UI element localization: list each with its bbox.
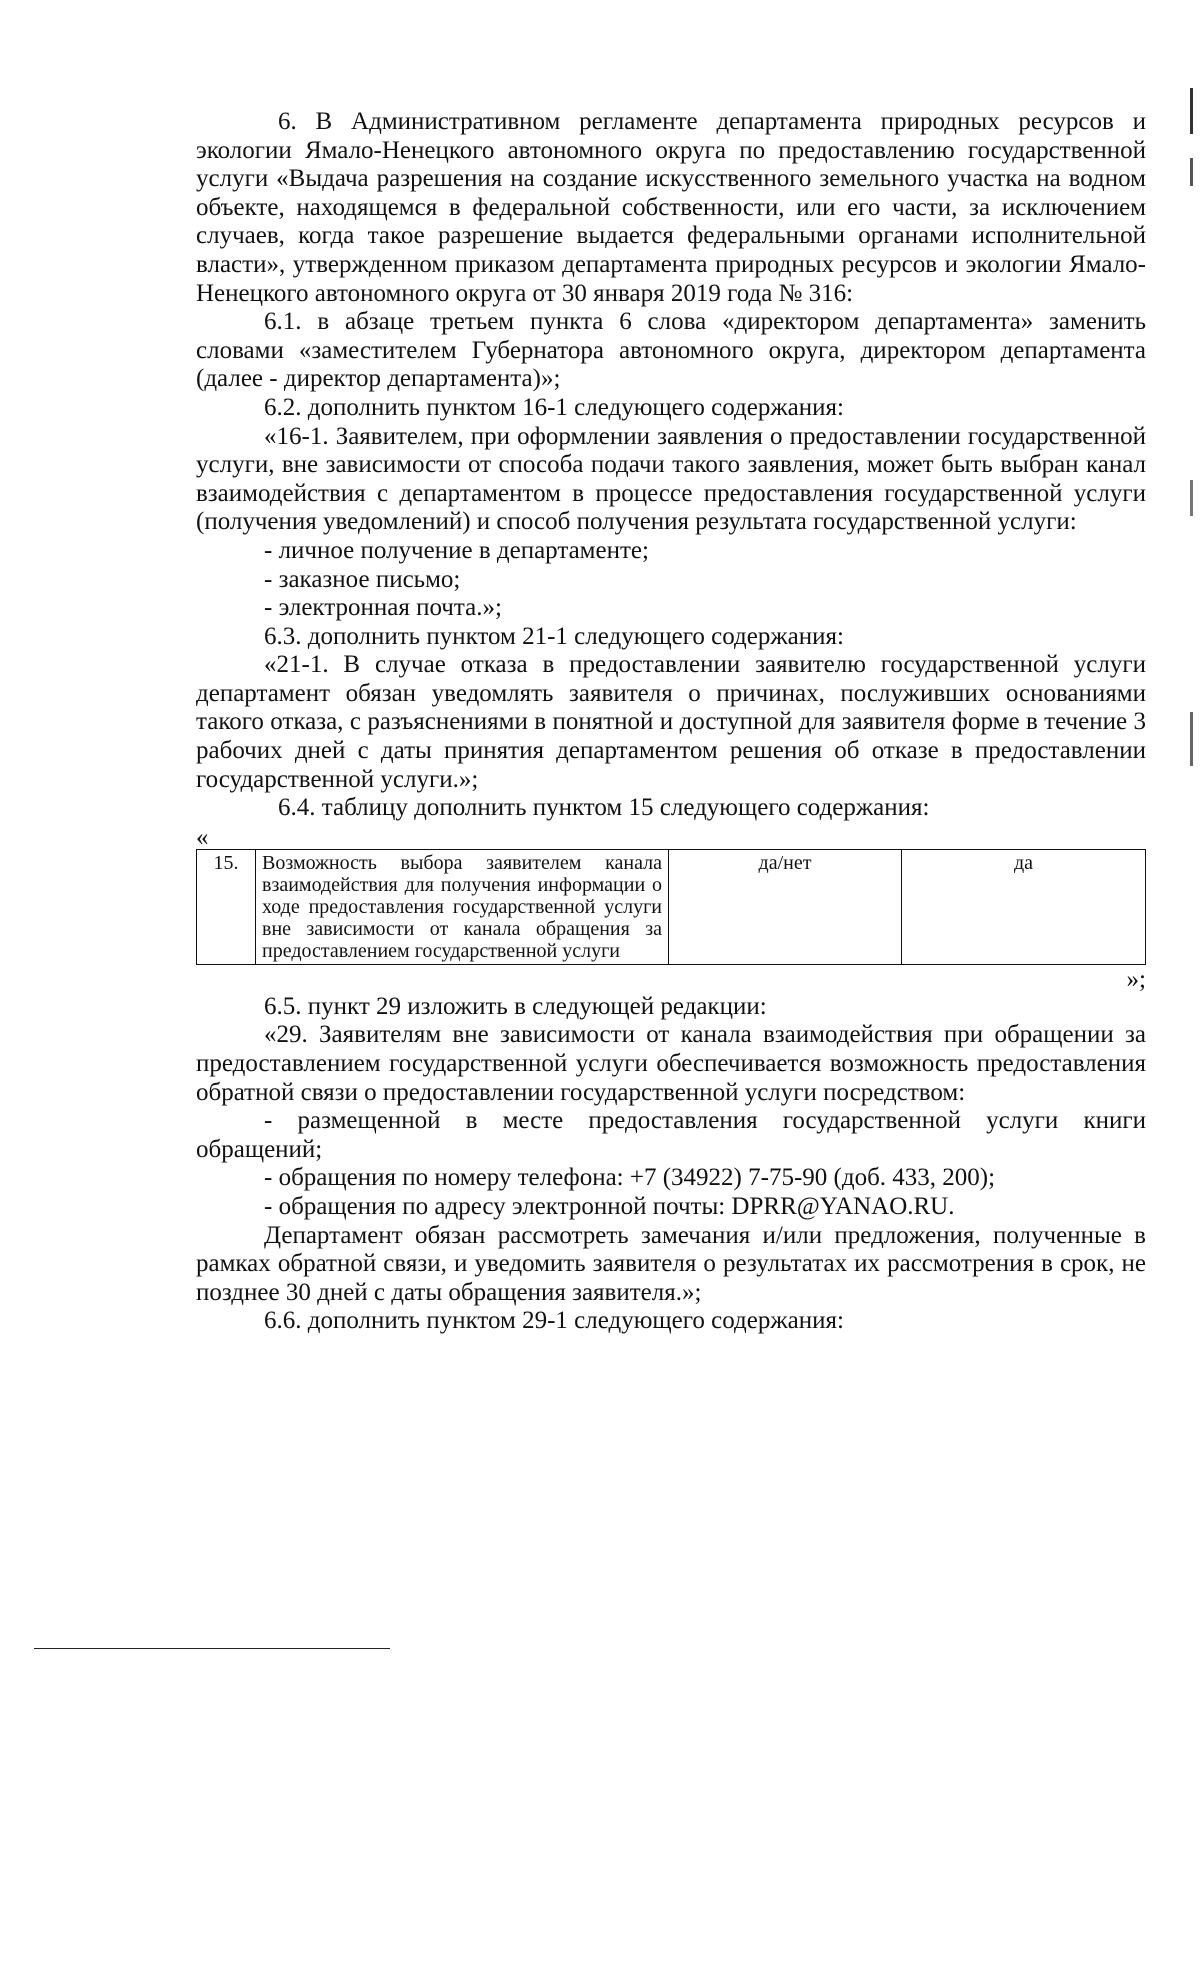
paragraph-6-4: 6.4. таблицу дополнить пунктом 15 следующего содержания: (278, 794, 930, 822)
paragraph-6-2: 6.2. дополнить пунктом 16-1 следующего содержания: (264, 393, 844, 421)
paragraph-6-3: 6.3. дополнить пунктом 21-1 следующего содержания: (264, 622, 844, 650)
table-cell-number: 15. (197, 849, 256, 964)
regulation-table (196, 849, 1146, 965)
paragraph-6-5: 6.5. пункт 29 изложить в следующей редакции: (264, 992, 767, 1020)
quote-close-mark: »; (1126, 965, 1146, 993)
list-item: - обращения по адресу электронной почты: DPRR@YANAO.RU. (264, 1193, 955, 1220)
paragraph-6: 6. В Административном регламенте департамента природных ресурсов и экологии Ямало-Ненецкого автономного округа по предоставлению государственной услуги «Выдача разрешения на создание искусственного земельного участка на водном объекте, находящемся в федеральной собственности, или его части, за исключением случаев, когда такое разрешение выдается федеральными органами исполнительной власти», утвержденном приказом департамента природных ресурсов и экологии Ямало-Ненецкого автономного округа от 30 января 2019 года № 316: (196, 108, 1146, 307)
scan-edge-mark (1190, 158, 1193, 186)
list-item: - обращения по номеру телефона: +7 (34922) 7-75-90 (доб. 433, 200); (264, 1164, 996, 1192)
paragraph-6-6: 6.6. дополнить пунктом 29-1 следующего содержания: (264, 1307, 844, 1335)
scan-edge-mark (1190, 712, 1193, 766)
list-item: - размещенной в месте предоставления государственной услуги книги обращений; (196, 1107, 1146, 1163)
paragraph-16-1: «16-1. Заявителем, при оформлении заявления о предоставлении государственной услуги, вне зависимости от способа подачи такого заявления, может быть выбран канал взаимодействия с департаментом в процессе предоставления государственной услуги (получения уведомлений) и способ получения результата государственной услуги: (196, 422, 1146, 536)
table-cell-indicator: Возможность выбора заявителем канала взаимодействия для получения информации о ходе предоставления государственной услуги вне зависимости от канала обращения за предоставлением государственной услуги (256, 849, 669, 964)
list-item: - заказное письмо; (264, 565, 461, 593)
list-item: - личное получение в департаменте; (264, 536, 649, 564)
paragraph-21-1: «21-1. В случае отказа в предоставлении заявителю государственной услуги департамент обязан уведомлять заявителя о причинах, послуживших основаниями такого отказа, с разъяснениями в понятной и доступной для заявителя форме в течение 3 рабочих дней с даты принятия департаментом решения об отказе в предоставлении государственной услуги.»; (196, 651, 1146, 793)
list-item: - электронная почта.»; (264, 594, 502, 622)
scan-edge-mark (1190, 480, 1193, 516)
footnote-separator (34, 1648, 390, 1649)
scan-edge-mark (1190, 88, 1193, 134)
table-cell-unit: да/нет (669, 849, 902, 964)
table-cell-value: да (902, 849, 1146, 964)
document-page (196, 108, 1146, 1336)
paragraph-29: «29. Заявителям вне зависимости от канала взаимодействия при обращении за предоставлением государственной услуги обеспечивается возможность предоставления обратной связи о предоставлении государственной услуги посредством: (196, 1021, 1146, 1106)
paragraph-6-1: 6.1. в абзаце третьем пункта 6 слова «директором департамента» заменить словами «заместителем Губернатора автономного округа, директором департамента (далее - директор департамента)»; (196, 308, 1146, 393)
table-row (197, 849, 1146, 964)
paragraph-department: Департамент обязан рассмотреть замечания и/или предложения, полученные в рамках обратной связи, и уведомить заявителя о результатах их рассмотрения в срок, не позднее 30 дней с даты обращения заявителя.»; (196, 1221, 1146, 1306)
quote-open-mark: « (196, 823, 209, 851)
